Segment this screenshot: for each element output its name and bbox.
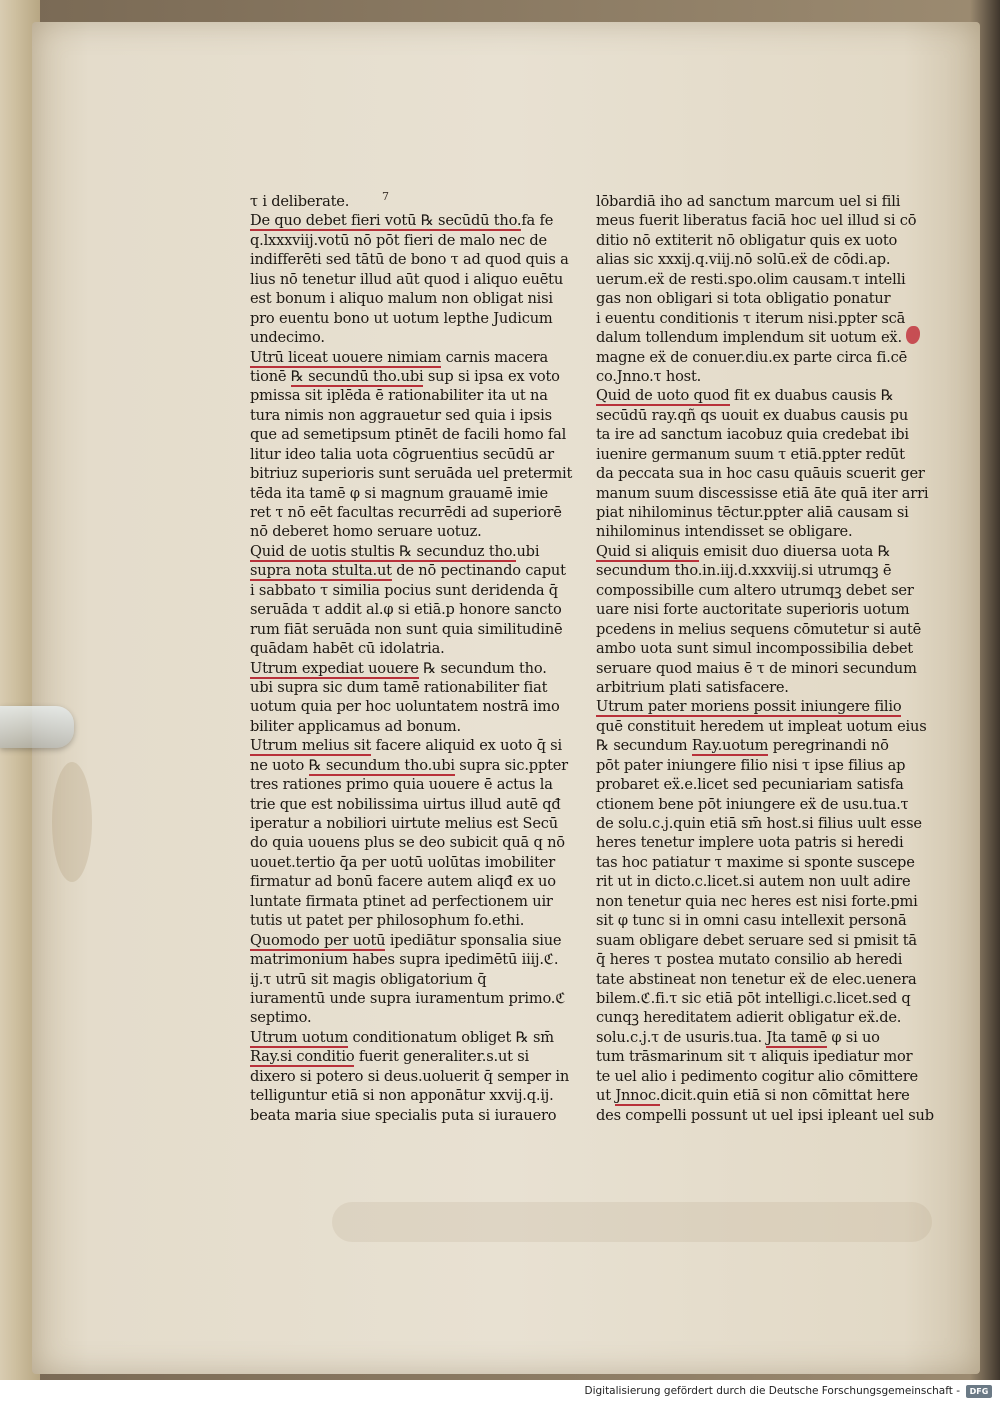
text-line: compossibille cum altero utrumqꝫ debet ser xyxy=(596,581,914,599)
text-line: cunqꝫ hereditatem adierit obligatur eẍ.de. xyxy=(596,1009,902,1027)
rubric-underline: ℞ secundū tho.ubi xyxy=(290,367,424,385)
text-line: matrimonium habes supra ipedimētū iiij.ℭ. xyxy=(250,951,559,969)
rubric-underline: Quid si aliquis xyxy=(596,542,699,560)
text-line: des compelli possunt ut uel ipsi ipleant uel sub xyxy=(596,1106,934,1124)
text-line: que ad semetipsum ptinēt de facili homo fal xyxy=(250,426,567,444)
text-line: uerum.eẍ de resti.spo.olim causam.τ intelli xyxy=(596,270,906,288)
text-line: Quid de uotis stultis ℞ secunduz tho.ubi xyxy=(250,542,540,560)
rubric-underline: Jta tamē xyxy=(766,1028,827,1046)
rubric-underline: Utrum pater moriens possit iniungere filio xyxy=(596,698,902,716)
text-line: solu.c.j.τ de usuris.tua. Jta tamē φ si uo xyxy=(596,1028,880,1046)
text-line: tionē ℞ secundū tho.ubi sup si ipsa ex voto xyxy=(250,367,560,385)
text-line xyxy=(596,697,908,716)
text-line: Quid si aliquis emisit duo diuersa uota ℞ xyxy=(596,542,891,560)
text-line: nihilominus intendisset se obligare. xyxy=(596,523,853,541)
text-line: pmissa sit iplēda ē rationabiliter ita ut na xyxy=(250,387,548,405)
text-line: ambo uota sunt simul incompossibilia debet xyxy=(596,640,913,658)
text-line: Utrum melius sit facere aliquid ex uoto q̄ si xyxy=(250,737,562,755)
text-line: lōbardiā iho ad sanctum marcum uel si fili xyxy=(596,193,901,210)
text-line: ret τ nō eēt facultas recurrēdi ad superiorē xyxy=(250,504,562,521)
text-line: tate abstineat non tenetur eẍ de elec.uenera xyxy=(596,970,917,988)
text-line: iuenire germanum suum τ etiā.ppter redūt xyxy=(596,445,905,463)
text-line: manum suum discessisse etiā āte quā iter arri xyxy=(596,484,929,502)
text-line: undecimo. xyxy=(250,329,325,347)
text-line: pro euentu bono ut uotum lepthe Judicum xyxy=(250,309,553,327)
text-line: beata maria siue specialis puta si iurauero xyxy=(250,1106,557,1124)
text-line: dixero si potero si deus.uoluerit q̄ semper in xyxy=(250,1067,570,1085)
rubric-underline: Utrum uotum xyxy=(250,1028,349,1046)
text-line: rit ut in dicto.c.licet.si autem non uult adire xyxy=(596,873,911,891)
text-line: septimo. xyxy=(250,1009,312,1027)
rubric-underline: Utrum melius sit xyxy=(250,737,372,755)
text-line: suam obligare debet seruare sed si pmisit tā xyxy=(596,931,917,949)
text-line: ta ire ad sanctum iacobuz quia credebat ibi xyxy=(596,426,909,444)
text-line: arbitrium plati satisfacere. xyxy=(596,678,789,696)
dfg-logo-icon: DFG xyxy=(966,1385,992,1398)
page-stain xyxy=(52,762,92,882)
footer-bar xyxy=(0,1380,1000,1403)
text-line: iuramentū unde supra iuramentum primo.ℭ xyxy=(250,989,566,1007)
rubric-underline: Quid de uotis stultis ℞ secunduz tho. xyxy=(250,542,517,560)
text-line: Quid de uoto quod fit ex duabus causis ℞ xyxy=(596,387,894,405)
text-line: co.Jnno.τ host. xyxy=(596,367,702,385)
text-line: Quomodo per uotū ipediātur sponsalia siue xyxy=(250,931,562,949)
text-column-left xyxy=(250,192,573,1125)
text-line: de solu.c.j.quin etiā sm̄ host.si filius uult esse xyxy=(596,815,922,832)
text-line: magne eẍ de conuer.diu.ex parte circa fi.cē xyxy=(596,348,908,366)
text-line: lius nō tenetur illud aūt quod i aliquo euētu xyxy=(250,270,564,288)
text-line: q̄ heres τ postea mutato consilio ab heredi xyxy=(596,951,903,969)
text-line: tura nimis non aggrauetur sed quia i ipsis xyxy=(250,406,552,424)
text-line: uouet.tertio q̄a per uotū uolūtas imobiliter xyxy=(250,853,555,871)
text-line: i euentu conditionis τ iterum nisi.ppter scā xyxy=(596,309,906,327)
text-line: trie que est nobilissima uirtus illud autē qđ xyxy=(250,795,561,813)
text-line: bilem.ℭ.fi.τ sic etiā pōt intelligi.c.licet.sed q xyxy=(596,989,911,1007)
text-line: secundum tho.in.iij.d.xxxviij.si utrumqꝫ ē xyxy=(596,562,892,580)
text-line: seruāda τ addit al.φ si etiā.p honore sancto xyxy=(250,601,562,619)
rubric-underline: Utrū liceat uouere nimiam xyxy=(250,348,442,366)
text-line: Utrum expediat uouere ℞ secundum tho. xyxy=(250,659,547,677)
text-line: ne uoto ℞ secundum tho.ubi supra sic.ppter xyxy=(250,756,568,774)
text-line: iperatur a nobiliori uirtute melius est Secū xyxy=(250,815,558,832)
text-line: luntate firmata ptinet ad perfectionem uir xyxy=(250,892,553,910)
text-line: τ i deliberate. xyxy=(250,193,350,210)
text-line: Utrum uotum conditionatum obliget ℞ sm̄ xyxy=(250,1028,554,1046)
text-line: gas non obligari si tota obligatio ponatur xyxy=(596,290,891,308)
text-line: telliguntur etiā si non apponātur xxvij.q.ij. xyxy=(250,1087,554,1105)
text-line: tēda ita tamē φ si magnum grauamē imie xyxy=(250,484,548,502)
text-line: De quo debet fieri votū ℞ secūdū tho.fa fe xyxy=(250,212,554,230)
text-line: litur ideo talia uota cōgruentius secūdū ar xyxy=(250,445,554,463)
rubric-underline: Ray.uotum xyxy=(691,737,769,755)
rubric-underline: ℞ secundum tho.ubi xyxy=(308,756,455,774)
text-line: tas hoc patiatur τ maxime si sponte suscepe xyxy=(596,853,915,871)
text-line: sit φ tunc si in omni casu intellexit personā xyxy=(596,912,907,930)
text-line: est bonum i aliquo malum non obligat nisi xyxy=(250,290,553,308)
text-line: uare nisi forte auctoritate superioris uotum xyxy=(596,601,910,619)
text-line: ditio nō extiterit nō obligatur quis ex uoto xyxy=(596,231,898,249)
plastic-clip xyxy=(0,706,74,748)
text-line: do quia uouens plus se deo subicit quā q nō xyxy=(250,834,565,852)
text-line: piat nihilominus tēctur.ppter aliā causam si xyxy=(596,504,909,521)
text-line: indifferēti sed tātū de bono τ ad quod quis a xyxy=(250,251,569,269)
rubric-underline: De quo debet fieri votū ℞ secūdū tho. xyxy=(250,212,522,230)
text-line: firmatur ad bonū facere autem aliqđ ex uo xyxy=(250,873,556,891)
text-line: te uel alio i pedimento cogitur alio cōmittere xyxy=(596,1067,918,1085)
rubric-underline: Utrum expediat uouere xyxy=(250,659,419,677)
text-line: tutis ut patet per philosophum fo.ethi. xyxy=(250,912,525,930)
text-line: tum trāsmarinum sit τ aliquis ipediatur mor xyxy=(596,1048,913,1066)
text-line: Ray.si conditio fuerit generaliter.s.ut si xyxy=(250,1048,530,1066)
folio-mark: 7 xyxy=(382,190,389,203)
text-line: non tenetur quia nec heres est nisi forte.pmi xyxy=(596,892,918,910)
text-line: alias sic xxxij.q.viij.nō solū.eẍ de cōdi.ap. xyxy=(596,251,891,269)
text-line: Utrū liceat uouere nimiam carnis macera xyxy=(250,348,549,366)
text-line: da peccata sua in hoc casu quāuis scuerit ger xyxy=(596,465,925,483)
text-line: i sabbato τ similia pocius sunt deridenda q̄ xyxy=(250,581,558,599)
rubric-underline: supra nota stulta.ut xyxy=(250,562,392,580)
footer-credit-text: Digitalisierung gefördert durch die Deutsche Forschungsgemeinschaft - xyxy=(584,1385,960,1397)
text-line: q.lxxxviij.votū nō pōt fieri de malo nec de xyxy=(250,231,547,249)
rubric-underline: Quomodo per uotū xyxy=(250,931,386,949)
text-line: pōt pater iniungere filio nisi τ ipse filius ap xyxy=(596,756,906,774)
text-line: supra nota stulta.ut de nō pectinando caput xyxy=(250,562,566,580)
text-line: meus fuerit liberatus faciā hoc uel illud si cō xyxy=(596,212,917,230)
text-line: quādam habēt cū idolatria. xyxy=(250,640,445,658)
text-line: nō deberet homo seruare uotuz. xyxy=(250,523,482,541)
rubric-underline: Jnnoc. xyxy=(615,1087,661,1105)
text-line: pcedens in melius sequens cōmutetur si autē xyxy=(596,620,922,638)
text-line: rum fiāt seruāda non sunt quia similitudinē xyxy=(250,620,563,638)
text-line: dalum tollendum implendum sit uotum eẍ. xyxy=(596,329,902,347)
text-line: biliter applicamus ad bonum. xyxy=(250,717,461,735)
text-line: ctionem bene pōt iniungere eẍ de usu.tua.τ xyxy=(596,795,909,813)
text-line: ℞ secundum Ray.uotum peregrinandi nō xyxy=(596,737,889,755)
text-line: ubi supra sic dum tamē rationabiliter fiat xyxy=(250,678,548,696)
text-line: quē constituit heredem ut impleat uotum eius xyxy=(596,717,927,735)
text-line: ij.τ utrū sit magis obligatorium q̄ xyxy=(250,970,487,988)
text-line: heres tenetur implere uota patris si heredi xyxy=(596,834,904,852)
text-line: uotum quia per hoc uoluntatem nostrā imo xyxy=(250,698,560,716)
page-stain xyxy=(332,1202,932,1242)
rubric-underline: Ray.si conditio xyxy=(250,1048,355,1066)
text-column-right xyxy=(596,192,934,1125)
rubric-underline: Quid de uoto quod xyxy=(596,387,730,405)
text-line: seruare quod maius ē τ de minori secundum xyxy=(596,659,917,677)
text-line: ut Jnnoc.dicit.quin etiā si non cōmittat here xyxy=(596,1087,910,1105)
text-line: bitriuz superioris sunt seruāda uel pretermit xyxy=(250,465,573,483)
text-line: tres rationes primo quia uouere ē actus la xyxy=(250,776,553,794)
text-line: secūdū ray.qñ qs uouit ex duabus causis pu xyxy=(596,406,909,424)
text-line: probaret eẍ.e.licet sed pecuniariam satisfa xyxy=(596,776,904,794)
